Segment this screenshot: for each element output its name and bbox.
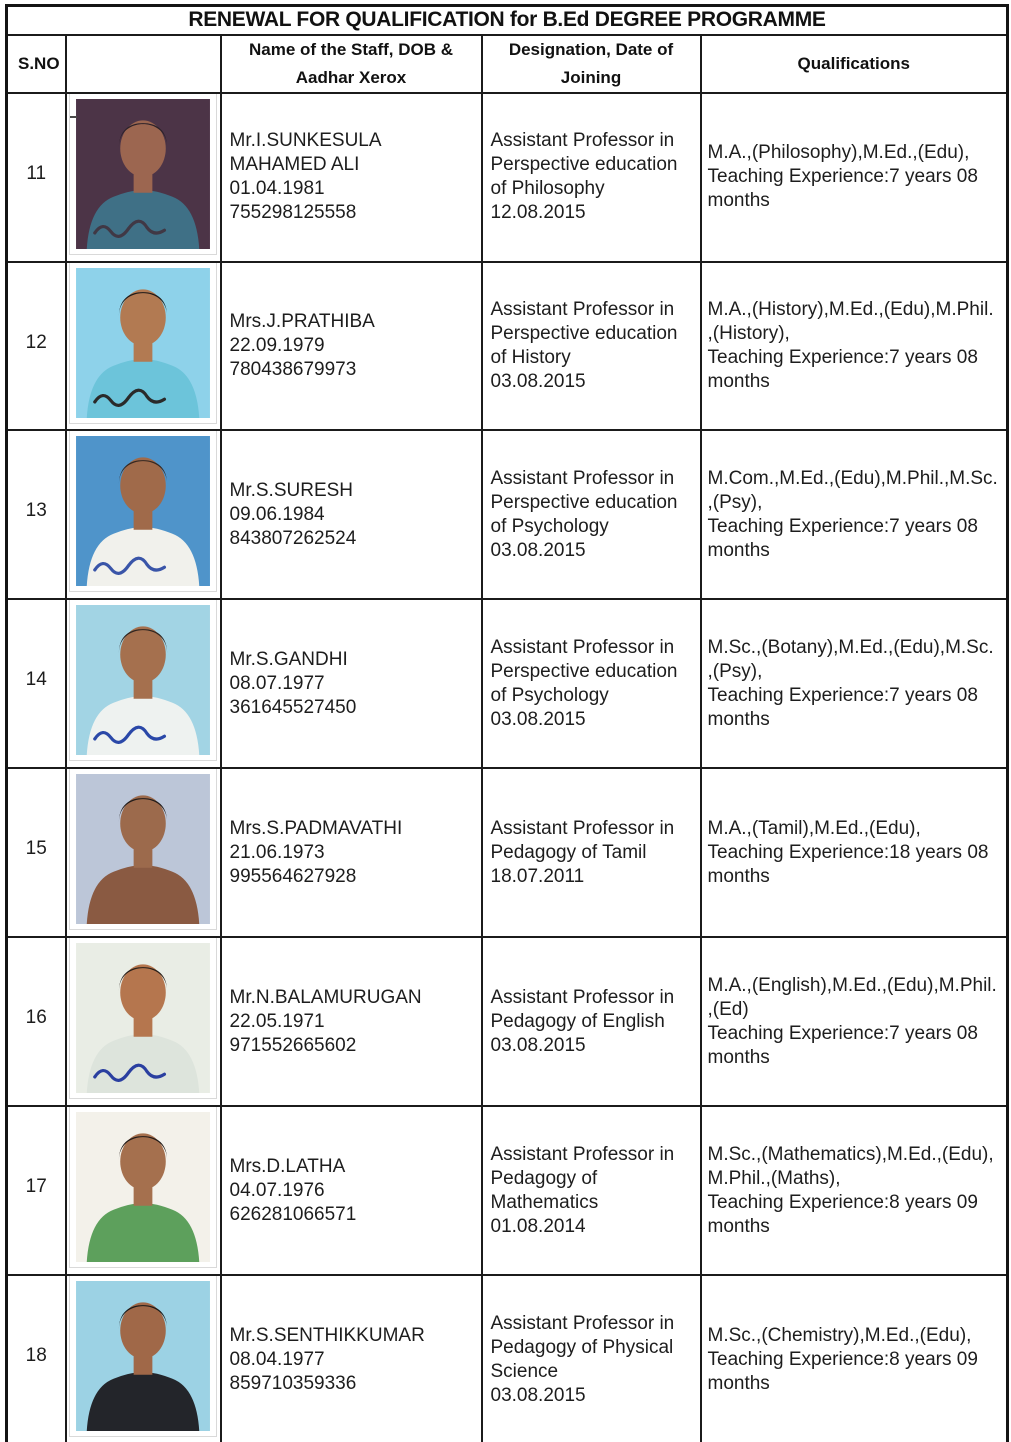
staff-photo	[70, 769, 216, 929]
designation-cell	[482, 430, 701, 599]
person-portrait-icon	[75, 1112, 211, 1262]
staff-photo-cell	[66, 93, 221, 262]
staff-dob: 21.06.1973	[229, 841, 325, 863]
staff-name: Mrs.D.LATHA	[229, 1155, 346, 1177]
staff-name: Mrs.J.PRATHIBA	[229, 311, 375, 333]
staff-name-cell	[221, 1275, 482, 1442]
table-row	[7, 599, 1008, 768]
staff-dob: 01.04.1981	[229, 178, 325, 200]
qualification-line: M.A.,(Tamil),M.Ed.,(Edu),	[707, 817, 921, 839]
staff-name: Mr.S.GANDHI	[229, 648, 348, 670]
person-portrait-icon	[75, 605, 211, 755]
qualification-line: M.A.,(English),M.Ed.,(Edu),M.Phil.	[707, 974, 997, 996]
qualification-line: M.Sc.,(Botany),M.Ed.,(Edu),M.Sc.	[707, 637, 994, 658]
header-photo	[66, 35, 221, 93]
joining-date: 03.08.2015	[490, 1384, 586, 1406]
teaching-experience: Teaching Experience:7 years 08 months	[707, 684, 978, 730]
staff-dob: 08.04.1977	[229, 1348, 325, 1370]
header-designation: Designation, Date of Joining	[482, 35, 701, 93]
title-row	[7, 6, 1008, 35]
staff-aadhar: 755298125558	[229, 202, 357, 223]
staff-photo-cell	[66, 262, 221, 431]
teaching-experience: Teaching Experience:8 years 09 months	[707, 1191, 978, 1237]
staff-photo	[70, 938, 216, 1098]
designation-text: Assistant Professor in Perspective education of Philosophy	[490, 130, 678, 200]
qualification-line: M.Sc.,(Mathematics),M.Ed.,(Edu),	[707, 1143, 994, 1165]
designation-cell	[482, 599, 701, 768]
table-row	[7, 262, 1008, 431]
designation-cell	[482, 1275, 701, 1442]
staff-photo	[70, 1107, 216, 1267]
designation-text: Assistant Professor in Pedagogy of Tamil	[490, 817, 675, 863]
teaching-experience: Teaching Experience:18 years 08 months	[707, 841, 989, 887]
staff-name-cell	[221, 768, 482, 937]
joining-date: 03.08.2015	[490, 539, 586, 561]
staff-qualification-table	[5, 4, 1009, 1442]
staff-photo-cell	[66, 937, 221, 1106]
qualification-cell	[701, 1106, 1008, 1275]
designation-text: Assistant Professor in Pedagogy of Mathematics	[490, 1143, 675, 1213]
staff-photo	[70, 1276, 216, 1436]
table-row	[7, 93, 1008, 262]
table-row	[7, 430, 1008, 599]
qualification-line: M.Com.,M.Ed.,(Edu),M.Phil.,M.Sc.	[707, 468, 998, 490]
qualification-cell	[701, 937, 1008, 1106]
staff-photo	[70, 431, 216, 591]
designation-cell	[482, 93, 701, 262]
qualification-cell	[701, 1275, 1008, 1442]
staff-aadhar: 780438679973	[229, 358, 357, 380]
staff-name-cell	[221, 937, 482, 1106]
joining-date: 18.07.2011	[490, 865, 585, 887]
staff-photo-cell	[66, 1106, 221, 1275]
staff-photo	[70, 263, 216, 423]
header-name: Name of the Staff, DOB & Aadhar Xerox	[221, 35, 482, 93]
staff-aadhar: 971552665602	[229, 1034, 357, 1056]
teaching-experience: Teaching Experience:7 years 08 months	[707, 347, 978, 392]
qualification-line: M.Sc.,(Chemistry),M.Ed.,(Edu),	[707, 1324, 972, 1346]
serial-number: 13	[7, 430, 66, 599]
staff-name-cell	[221, 1106, 482, 1275]
teaching-experience: Teaching Experience:7 years 08 months	[707, 515, 978, 561]
staff-name-cell	[221, 599, 482, 768]
designation-cell	[482, 1106, 701, 1275]
teaching-experience: Teaching Experience:7 years 08 months	[707, 166, 978, 212]
staff-aadhar: 859710359336	[229, 1372, 357, 1394]
teaching-experience: Teaching Experience:8 years 09 months	[707, 1348, 978, 1394]
designation-text: Assistant Professor in Perspective education of Psychology	[490, 637, 678, 706]
staff-dob: 22.05.1971	[229, 1010, 325, 1032]
staff-aadhar: 843807262524	[229, 527, 357, 549]
staff-dob: 08.07.1977	[229, 672, 325, 694]
staff-name: Mr.S.SURESH	[229, 480, 354, 502]
staff-aadhar: 361645527450	[229, 696, 357, 718]
staff-name: Mr.N.BALAMURUGAN	[229, 986, 422, 1008]
staff-photo-cell	[66, 1275, 221, 1442]
staff-dob: 09.06.1984	[229, 503, 325, 525]
joining-date: 12.08.2015	[490, 202, 586, 223]
teaching-experience: Teaching Experience:7 years 08 months	[707, 1022, 978, 1068]
serial-number: 17	[7, 1106, 66, 1275]
qualification-cell	[701, 768, 1008, 937]
staff-photo	[70, 94, 216, 254]
staff-dob: 04.07.1976	[229, 1179, 325, 1201]
joining-date: 03.08.2015	[490, 370, 586, 392]
qualification-cell	[701, 430, 1008, 599]
designation-cell	[482, 768, 701, 937]
person-portrait-icon	[75, 774, 211, 924]
staff-photo-cell	[66, 430, 221, 599]
staff-photo	[70, 600, 216, 760]
qualification-line: M.A.,(History),M.Ed.,(Edu),M.Phil.	[707, 299, 994, 321]
staff-name-cell	[221, 262, 482, 431]
header-qualifications: Qualifications	[701, 35, 1008, 93]
qualification-cell	[701, 262, 1008, 431]
person-portrait-icon	[75, 1281, 211, 1431]
qualification-line: ,(Psy),	[707, 660, 763, 682]
document-title: RENEWAL FOR QUALIFICATION for B.Ed DEGREE PROGRAMME	[7, 6, 1008, 35]
serial-number: 16	[7, 937, 66, 1106]
staff-name: Mr.S.SENTHIKKUMAR	[229, 1324, 425, 1346]
designation-cell	[482, 262, 701, 431]
table-row	[7, 937, 1008, 1106]
stray-scan-mark	[70, 116, 77, 118]
table-row	[7, 1106, 1008, 1275]
designation-text: Assistant Professor in Pedagogy of Physical Science	[490, 1312, 675, 1382]
designation-text: Assistant Professor in Perspective education of History	[490, 299, 678, 368]
staff-photo-cell	[66, 599, 221, 768]
designation-text: Assistant Professor in Pedagogy of English	[490, 986, 675, 1032]
person-portrait-icon	[75, 268, 211, 418]
person-portrait-icon	[75, 943, 211, 1093]
staff-aadhar: 995564627928	[229, 865, 357, 887]
joining-date: 01.08.2014	[490, 1215, 586, 1237]
serial-number: 12	[7, 262, 66, 431]
serial-number: 14	[7, 599, 66, 768]
qualification-line: ,(Ed)	[707, 998, 749, 1020]
qualification-line: ,(History),	[707, 323, 790, 345]
qualification-line: M.Phil.,(Maths),	[707, 1167, 841, 1189]
qualification-cell	[701, 93, 1008, 262]
person-portrait-icon	[75, 99, 211, 249]
serial-number: 11	[7, 93, 66, 262]
joining-date: 03.08.2015	[490, 1034, 586, 1056]
column-header-row	[7, 35, 1008, 93]
serial-number: 18	[7, 1275, 66, 1442]
table-row	[7, 1275, 1008, 1442]
qualification-cell	[701, 599, 1008, 768]
staff-name: Mrs.S.PADMAVATHI	[229, 817, 403, 839]
staff-name: Mr.I.SUNKESULA MAHAMED ALI	[229, 130, 381, 176]
joining-date: 03.08.2015	[490, 708, 586, 730]
table-row	[7, 768, 1008, 937]
qualification-line: M.A.,(Philosophy),M.Ed.,(Edu),	[707, 142, 970, 164]
person-portrait-icon	[75, 436, 211, 586]
header-sno: S.NO	[7, 35, 66, 93]
staff-dob: 22.09.1979	[229, 335, 325, 357]
staff-photo-cell	[66, 768, 221, 937]
serial-number: 15	[7, 768, 66, 937]
designation-cell	[482, 937, 701, 1106]
designation-text: Assistant Professor in Perspective education of Psychology	[490, 468, 678, 537]
qualification-line: ,(Psy),	[707, 492, 763, 513]
staff-aadhar: 626281066571	[229, 1203, 357, 1225]
staff-name-cell	[221, 93, 482, 262]
staff-name-cell	[221, 430, 482, 599]
